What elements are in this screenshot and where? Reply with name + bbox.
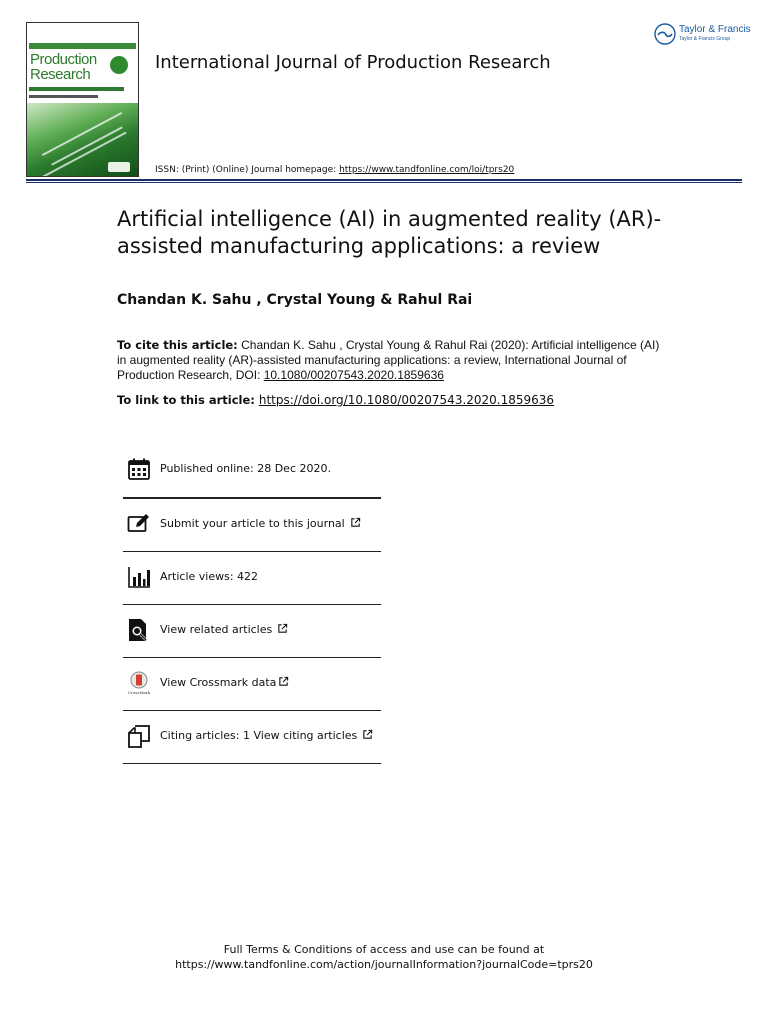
citing-articles-row[interactable] (123, 711, 381, 764)
published-online-row (123, 444, 381, 499)
header-rule-thin (26, 182, 742, 183)
cover-strip (29, 87, 124, 91)
calendar-icon (127, 457, 151, 481)
article-views-row (123, 552, 381, 605)
document-search-icon (127, 618, 151, 642)
crossmark-icon-label: CrossMark (127, 690, 151, 695)
issn-line (155, 165, 514, 175)
issn-text: ISSN: (Print) (Online) Journal homepage: (155, 165, 340, 175)
publisher-logo-icon (654, 23, 676, 45)
article-authors: Chandan K. Sahu , Crystal Young & Rahul Rai (117, 292, 473, 308)
journal-cover-image (26, 22, 139, 177)
submit-article-link[interactable] (160, 517, 361, 530)
crossmark-icon (127, 671, 151, 695)
terms-footer (0, 942, 768, 972)
header-rule (26, 179, 742, 181)
article-title: Artificial intelligence (AI) in augmented reality (AR)-assisted manufacturing applications: a review (117, 207, 662, 258)
citation-block (117, 338, 662, 383)
crossmark-text: View Crossmark data (160, 676, 277, 689)
journal-homepage-link[interactable]: https://www.tandfonline.com/loi/tprs20 (339, 165, 515, 175)
cover-top-strip (29, 43, 136, 49)
cover-title-line2: Research (30, 66, 91, 83)
external-link-icon (350, 517, 361, 528)
crossmark-row[interactable] (123, 658, 381, 711)
article-meta-list (123, 444, 381, 764)
related-articles-row[interactable] (123, 605, 381, 658)
cover-header-band (29, 25, 136, 35)
published-online-text: Published online: 28 Dec 2020. (160, 462, 331, 475)
terms-link[interactable]: https://www.tandfonline.com/action/journalInformation?journalCode=tprs20 (175, 958, 593, 971)
crossmark-link[interactable] (160, 676, 289, 689)
related-articles-link[interactable] (160, 623, 288, 636)
submit-article-text: Submit your article to this journal (160, 517, 345, 530)
journal-name: International Journal of Production Research (155, 52, 551, 73)
citing-articles-text: Citing articles: 1 View citing articles (160, 729, 358, 742)
external-link-icon (277, 623, 288, 634)
publisher-subname: Taylor & Francis Group (679, 36, 731, 42)
submit-article-row[interactable] (123, 499, 381, 552)
cover-title-line1: Production (30, 51, 97, 68)
cover-badge (110, 56, 128, 74)
article-link-line (117, 393, 554, 407)
cite-label: To cite this article: (117, 338, 238, 352)
publisher-name: Taylor & Francis (679, 24, 751, 35)
cover-strip-dark (29, 95, 98, 98)
cite-text: Chandan K. Sahu , Crystal Young & Rahul Rai (2020): Artificial intelligence (AI) in augmented reality (AR)-assisted manufacturing applications: a review, International Journal of Production Research, DOI: (117, 338, 660, 382)
link-label: To link to this article: (117, 393, 255, 407)
citing-articles-icon (127, 724, 151, 748)
cover-publisher-logo (108, 162, 130, 172)
doi-link[interactable]: 10.1080/00207543.2020.1859636 (263, 368, 444, 382)
terms-line1: Full Terms & Conditions of access and use can be found at (223, 943, 545, 956)
external-link-icon (278, 676, 289, 687)
citing-articles-link[interactable] (160, 729, 373, 742)
bar-chart-icon (127, 565, 151, 589)
edit-icon (127, 512, 151, 536)
external-link-icon (362, 729, 373, 740)
article-doi-url[interactable]: https://doi.org/10.1080/00207543.2020.1859636 (258, 393, 555, 407)
article-views-text: Article views: 422 (160, 570, 259, 583)
related-articles-text: View related articles (160, 623, 273, 636)
publisher-logo[interactable] (654, 22, 751, 46)
